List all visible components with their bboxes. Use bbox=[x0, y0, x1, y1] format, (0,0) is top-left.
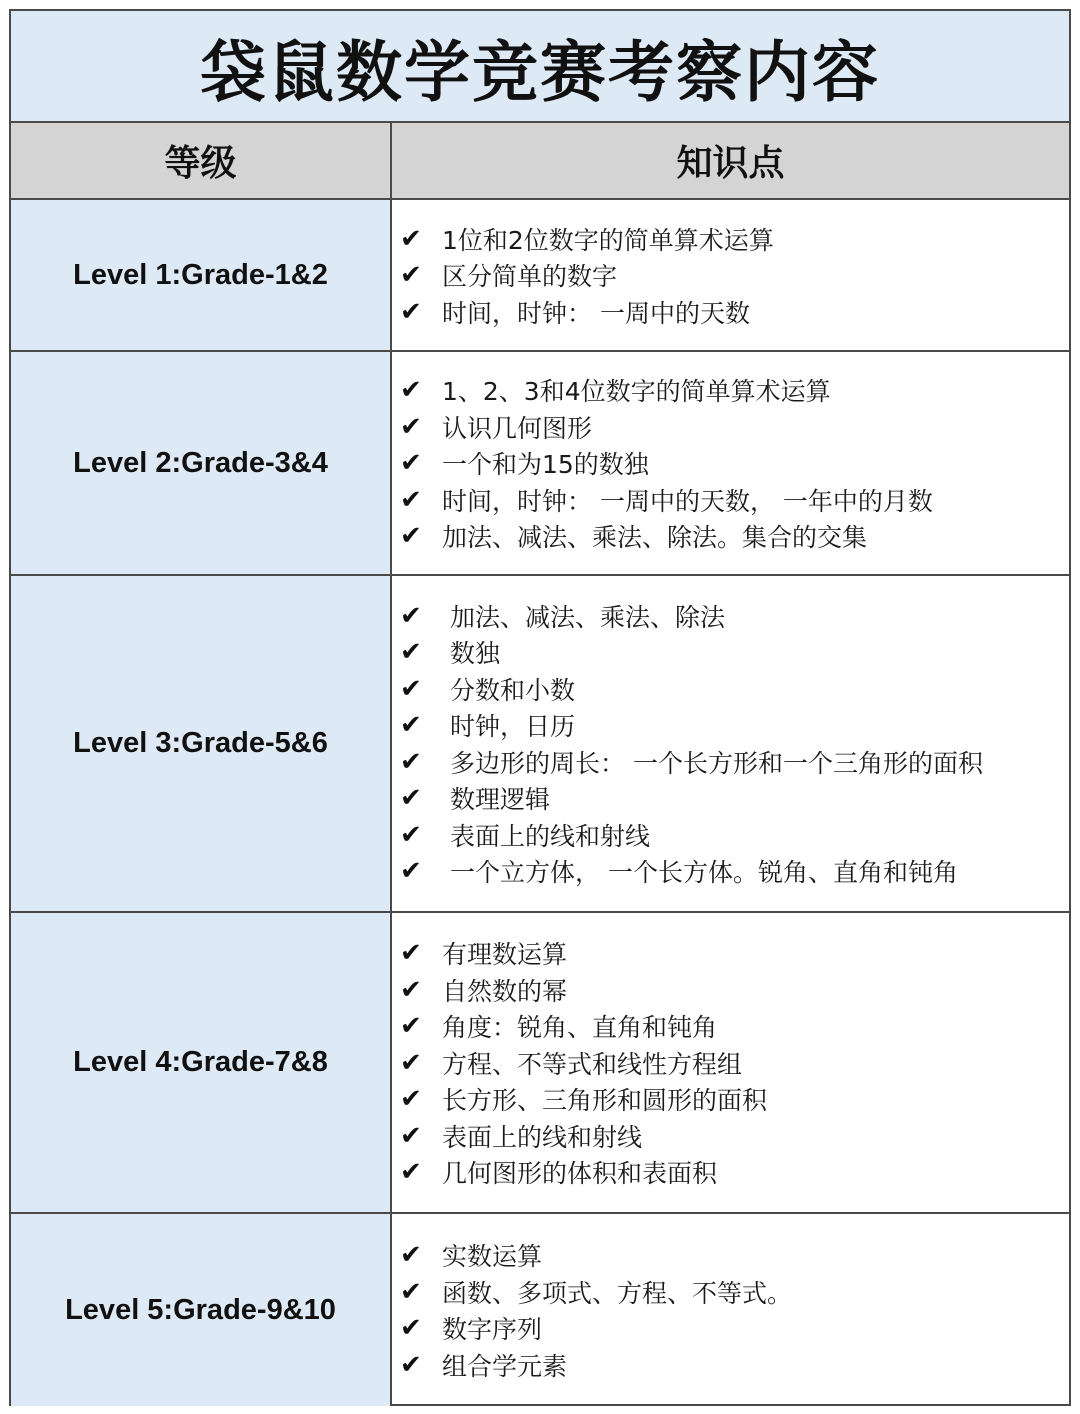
level-label: Level 5:Grade-9&10 bbox=[11, 1214, 392, 1406]
list-item bbox=[400, 1274, 1069, 1311]
list-item bbox=[400, 1154, 1069, 1191]
topic-list bbox=[394, 576, 1069, 911]
checkmark-icon: ✔ bbox=[400, 1157, 422, 1187]
table-header bbox=[11, 123, 1069, 200]
topic-text: 1位和2位数字的简单算术运算 bbox=[442, 225, 774, 255]
list-item bbox=[400, 1117, 1069, 1154]
header-level: 等级 bbox=[11, 123, 392, 198]
topic-text: 1、2、3和4位数字的简单算术运算 bbox=[442, 377, 831, 406]
checkmark-icon: ✔ bbox=[400, 375, 422, 405]
list-item bbox=[400, 598, 1069, 635]
topic-text: 一个和为15的数独 bbox=[442, 450, 649, 479]
checkmark-icon: ✔ bbox=[400, 484, 422, 515]
topic-text: 区分简单的数字 bbox=[442, 262, 618, 291]
checkmark-icon: ✔ bbox=[400, 411, 422, 442]
list-item bbox=[400, 817, 1069, 854]
checkmark-icon: ✔ bbox=[400, 819, 422, 850]
checkmark-icon: ✔ bbox=[400, 223, 422, 254]
list-item bbox=[400, 372, 1069, 409]
topic-text: 表面上的线和射线 bbox=[450, 821, 651, 851]
list-item bbox=[400, 518, 1069, 555]
checkmark-icon: ✔ bbox=[400, 1011, 422, 1041]
checkmark-icon: ✔ bbox=[400, 600, 422, 631]
list-item bbox=[400, 671, 1069, 708]
checkmark-icon: ✔ bbox=[400, 938, 422, 968]
topic-list bbox=[394, 1214, 1069, 1406]
list-item bbox=[400, 220, 1069, 257]
list-item bbox=[400, 634, 1069, 671]
table-frame bbox=[9, 9, 1071, 1406]
checkmark-icon: ✔ bbox=[400, 1120, 422, 1151]
topic-text: 组合学元素 bbox=[442, 1351, 568, 1381]
list-item bbox=[400, 408, 1069, 445]
topic-text: 时间，时钟： 一周中的天数， 一年中的月数 bbox=[442, 486, 933, 516]
topic-text: 几何图形的体积和表面积 bbox=[442, 1159, 718, 1188]
list-item bbox=[400, 1008, 1069, 1045]
list-item bbox=[400, 481, 1069, 518]
list-item bbox=[400, 935, 1069, 972]
topic-text: 时钟，日历 bbox=[450, 712, 576, 742]
checkmark-icon: ✔ bbox=[400, 521, 422, 551]
table-row bbox=[11, 200, 1069, 352]
topic-text: 角度：锐角、直角和钝角 bbox=[442, 1013, 718, 1042]
page-title: 袋鼠数学竞赛考察内容 bbox=[11, 11, 1069, 123]
list-item bbox=[400, 971, 1069, 1008]
checkmark-icon: ✔ bbox=[400, 746, 422, 777]
topic-text: 有理数运算 bbox=[442, 940, 568, 969]
topic-text: 数理逻辑 bbox=[450, 785, 551, 815]
checkmark-icon: ✔ bbox=[400, 1084, 422, 1114]
checkmark-icon: ✔ bbox=[400, 1349, 422, 1380]
list-item bbox=[400, 1347, 1069, 1384]
checkmark-icon: ✔ bbox=[400, 673, 422, 704]
checkmark-icon: ✔ bbox=[400, 1240, 422, 1271]
checkmark-icon: ✔ bbox=[400, 448, 422, 478]
table-row bbox=[11, 576, 1069, 913]
list-item bbox=[400, 1237, 1069, 1274]
list-item bbox=[400, 257, 1069, 294]
topic-text: 实数运算 bbox=[442, 1242, 543, 1272]
checkmark-icon: ✔ bbox=[400, 783, 422, 814]
topic-text: 自然数的幂 bbox=[442, 976, 568, 1006]
table-row bbox=[11, 352, 1069, 576]
topic-text: 数字序列 bbox=[442, 1315, 543, 1345]
topic-text: 时间，时钟： 一周中的天数 bbox=[442, 298, 750, 328]
topic-text: 长方形、三角形和圆形的面积 bbox=[442, 1086, 768, 1115]
level-label: Level 2:Grade-3&4 bbox=[11, 352, 392, 574]
list-item bbox=[400, 780, 1069, 817]
list-item bbox=[400, 293, 1069, 330]
list-item bbox=[400, 1081, 1069, 1118]
table-row bbox=[11, 1214, 1069, 1406]
list-item bbox=[400, 707, 1069, 744]
checkmark-icon: ✔ bbox=[400, 260, 422, 290]
topic-text: 方程、不等式和线性方程组 bbox=[442, 1049, 743, 1079]
checkmark-icon: ✔ bbox=[400, 974, 422, 1005]
checkmark-icon: ✔ bbox=[400, 1313, 422, 1344]
topic-text: 分数和小数 bbox=[450, 675, 576, 705]
table-row bbox=[11, 913, 1069, 1214]
level-label: Level 3:Grade-5&6 bbox=[11, 576, 392, 911]
checkmark-icon: ✔ bbox=[400, 710, 422, 741]
checkmark-icon: ✔ bbox=[400, 637, 422, 668]
topic-text: 多边形的周长： 一个长方形和一个三角形的面积 bbox=[450, 748, 983, 778]
topic-text: 函数、多项式、方程、不等式。 bbox=[442, 1278, 793, 1308]
list-item bbox=[400, 445, 1069, 482]
checkmark-icon: ✔ bbox=[400, 1276, 422, 1307]
topic-list bbox=[394, 352, 1069, 574]
topic-text: 加法、减法、乘法、除法 bbox=[450, 602, 726, 632]
topic-text: 加法、减法、乘法、除法。集合的交集 bbox=[442, 523, 868, 552]
list-item bbox=[400, 744, 1069, 781]
topic-list bbox=[394, 200, 1069, 350]
topic-text: 认识几何图形 bbox=[442, 413, 593, 443]
list-item bbox=[400, 1044, 1069, 1081]
topic-text: 表面上的线和射线 bbox=[442, 1122, 643, 1152]
checkmark-icon: ✔ bbox=[400, 1047, 422, 1078]
topic-text: 一个立方体， 一个长方体。锐角、直角和钝角 bbox=[450, 858, 958, 888]
list-item bbox=[400, 853, 1069, 890]
level-label: Level 4:Grade-7&8 bbox=[11, 913, 392, 1212]
checkmark-icon: ✔ bbox=[400, 856, 422, 887]
topic-list bbox=[394, 913, 1069, 1212]
header-topics: 知识点 bbox=[676, 143, 785, 184]
checkmark-icon: ✔ bbox=[400, 296, 422, 327]
list-item bbox=[400, 1310, 1069, 1347]
level-label: Level 1:Grade-1&2 bbox=[11, 200, 392, 350]
topic-text: 数独 bbox=[450, 639, 501, 669]
